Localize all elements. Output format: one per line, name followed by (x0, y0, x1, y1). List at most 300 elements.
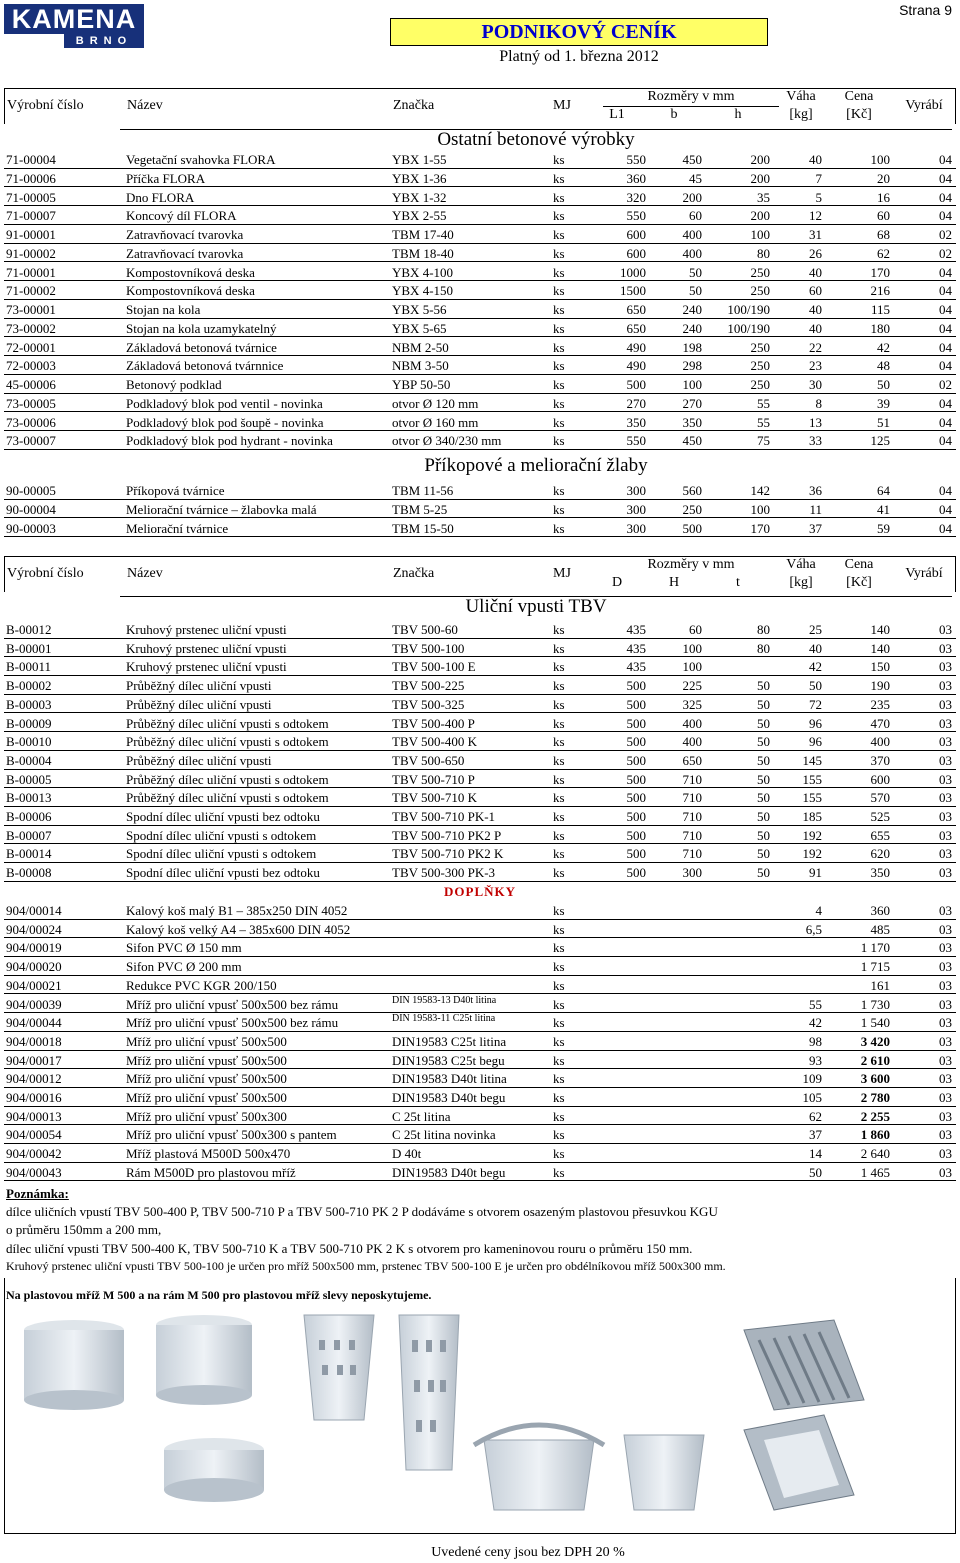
cell-code: 73-00007 (6, 433, 56, 449)
cell-mk: 04 (939, 264, 952, 280)
cell-d2: 240 (682, 320, 702, 336)
cell-name: Spodní dílec uliční vpusti s odtokem (126, 827, 317, 843)
cell-d1: 500 (626, 734, 646, 750)
cell-pr: 400 (870, 734, 890, 750)
cell-mj: ks (553, 302, 565, 317)
cell-mj: ks (553, 1164, 565, 1180)
cell-wt: 40 (809, 320, 822, 336)
cell-name: Mříž plastová M500D 500x470 (126, 1146, 291, 1162)
cell-pr: 115 (870, 302, 890, 317)
cell-code: 904/00042 (6, 1146, 62, 1162)
table-row (4, 1144, 956, 1163)
cell-mark: TBM 11-56 (392, 483, 454, 498)
cell-wt: 105 (802, 1090, 822, 1105)
cell-d1: 500 (626, 865, 646, 881)
cell-d2: 450 (682, 433, 702, 449)
cell-mark: TBM 5-25 (392, 501, 448, 517)
cell-d2: 325 (682, 696, 702, 712)
cell-mj: ks (553, 264, 565, 280)
cell-mj: ks (553, 827, 565, 843)
cell-wt: 50 (809, 1164, 822, 1180)
logo-city: BRNO (64, 34, 144, 48)
cell-d2: 45 (689, 170, 702, 186)
cell-code: 90-00005 (6, 483, 56, 498)
cell-pr: 1 730 (860, 996, 890, 1012)
cell-pr: 216 (870, 283, 890, 299)
cell-d3: 80 (757, 622, 770, 637)
table-row (4, 901, 956, 920)
cell-wt: 42 (809, 659, 822, 675)
cell-mj: ks (553, 865, 565, 881)
cell-mark: TBV 500-225 (392, 678, 465, 694)
cell-mk: 03 (939, 921, 952, 937)
cell-pr: 41 (877, 501, 890, 517)
cell-code: 71-00001 (6, 264, 56, 280)
cell-d3: 55 (757, 414, 770, 430)
cell-pr: 235 (870, 696, 890, 712)
cell-pr: 140 (870, 622, 890, 637)
cell-mk: 03 (939, 640, 952, 656)
cell-mj: ks (553, 501, 565, 517)
cell-mark: TBM 18-40 (392, 245, 454, 261)
cell-d2: 298 (682, 358, 702, 374)
cell-mk: 04 (939, 414, 952, 430)
table-row (4, 657, 956, 676)
cell-wt: 13 (809, 414, 822, 430)
cell-code: B-00011 (6, 659, 52, 675)
cell-wt: 91 (809, 865, 822, 881)
cell-d2: 710 (682, 846, 702, 862)
cell-wt: 192 (802, 827, 822, 843)
cell-pr: 470 (870, 715, 890, 731)
cell-mark: TBV 500-300 PK-3 (392, 865, 496, 881)
cell-mj: ks (553, 433, 565, 449)
cell-mk: 03 (939, 1090, 952, 1105)
cell-mk: 04 (939, 483, 952, 498)
cell-mk: 04 (939, 358, 952, 374)
cell-mj: ks (553, 752, 565, 768)
cell-mj: ks (553, 903, 565, 918)
cell-pr: 2 255 (860, 1108, 890, 1124)
cell-pr: 3 420 (860, 1033, 890, 1049)
cell-name: Zatravňovací tvarovka (126, 245, 244, 261)
cell-code: B-00010 (6, 734, 52, 750)
section-title: Uliční vpusti TBV (120, 596, 952, 617)
cell-mk: 04 (939, 433, 952, 449)
table-row (4, 863, 956, 882)
cell-mark: DIN19583 D40t begu (392, 1164, 506, 1180)
table-row (4, 957, 956, 976)
cell-code: B-00001 (6, 640, 52, 656)
cell-name: Podkladový blok pod šoupě - novinka (126, 414, 324, 430)
cell-name: Mříž pro uliční vpusť 500x300 s pantem (126, 1127, 337, 1143)
cell-wt: 72 (809, 696, 822, 712)
cell-code: B-00012 (6, 622, 52, 637)
cell-mark: TBV 500-325 (392, 696, 465, 712)
cell-d3: 200 (750, 208, 770, 224)
cell-mj: ks (553, 395, 565, 411)
cell-wt: 31 (809, 227, 822, 242)
cell-wt: 36 (809, 483, 822, 498)
cell-wt: 5 (815, 189, 822, 205)
cell-wt: 145 (802, 752, 822, 768)
cell-mk: 03 (939, 865, 952, 881)
cell-d3: 170 (750, 520, 770, 536)
cell-d2: 400 (682, 227, 702, 242)
table-row (4, 500, 956, 519)
cell-mark: TBV 500-710 PK2 K (392, 846, 504, 862)
cell-mj: ks (553, 996, 565, 1012)
cell-code: B-00007 (6, 827, 52, 843)
cell-mj: ks (553, 320, 565, 336)
table-row (4, 695, 956, 714)
cell-code: B-00002 (6, 678, 52, 694)
cell-wt: 8 (815, 395, 822, 411)
cell-d1: 1500 (620, 283, 646, 299)
note-bold: Na plastovou mříž M 500 a na rám M 500 pro plastovou mříž slevy neposkytujeme. (6, 1288, 432, 1302)
cell-d2: 200 (682, 189, 702, 205)
cell-wt: 11 (809, 501, 822, 517)
cell-mk: 03 (939, 734, 952, 750)
cell-wt: 37 (809, 520, 822, 536)
cell-d3: 50 (757, 790, 770, 806)
cell-mj: ks (553, 245, 565, 261)
cell-mark: YBX 1-36 (392, 170, 447, 186)
col-weight-unit: [kg] (789, 107, 813, 122)
cell-name: Spodní dílec uliční vpusti bez odtoku (126, 809, 320, 824)
cell-wt: 62 (809, 1108, 822, 1124)
cell-wt: 50 (809, 678, 822, 694)
cell-d2: 400 (682, 715, 702, 731)
col-weight: Váha (786, 89, 816, 104)
cell-mark: TBV 500-710 PK-1 (392, 809, 496, 824)
cell-d2: 50 (689, 264, 702, 280)
cell-d3: 250 (750, 339, 770, 355)
cell-d1: 500 (626, 827, 646, 843)
table-row (4, 375, 956, 394)
cell-name: Kalový koš velký A4 – 385x600 DIN 4052 (126, 921, 351, 937)
cell-d3: 200 (750, 170, 770, 186)
cell-mj: ks (553, 1127, 565, 1143)
cell-wt: 42 (809, 1015, 822, 1031)
cell-mk: 03 (939, 846, 952, 862)
cell-mk: 03 (939, 771, 952, 787)
cell-wt: 96 (809, 734, 822, 750)
cell-mk: 04 (939, 283, 952, 299)
cell-code: 904/00012 (6, 1071, 62, 1087)
cell-mj: ks (553, 790, 565, 806)
cell-mark: DIN19583 C25t litina (392, 1033, 507, 1049)
cell-mj: ks (553, 1033, 565, 1049)
cell-wt: 33 (809, 433, 822, 449)
cell-name: Příkopová tvárnice (126, 483, 225, 498)
cell-mark: otvor Ø 120 mm (392, 395, 479, 411)
cell-mark: YBX 4-150 (392, 283, 454, 299)
cell-d1: 500 (626, 715, 646, 731)
cell-mj: ks (553, 846, 565, 862)
cell-name: Spodní dílec uliční vpusti s odtokem (126, 846, 317, 862)
cell-pr: 51 (877, 414, 890, 430)
cell-code: 90-00004 (6, 501, 56, 517)
cell-d2: 100 (682, 377, 702, 392)
table-row (4, 1013, 956, 1032)
cell-name: Dno FLORA (126, 189, 195, 205)
cell-mj: ks (553, 483, 565, 498)
cell-d1: 490 (626, 358, 646, 374)
col-d2: H (668, 575, 680, 590)
cell-code: 73-00005 (6, 395, 56, 411)
image-frame (4, 1278, 956, 1534)
cell-code: 73-00001 (6, 302, 56, 317)
validity-date: Platný od 1. března 2012 (499, 48, 659, 65)
cell-mark: DIN19583 D40t litina (392, 1071, 507, 1087)
cell-d1: 500 (626, 790, 646, 806)
cell-mj: ks (553, 377, 565, 392)
cell-code: 904/00043 (6, 1164, 62, 1180)
cell-code: 904/00016 (6, 1090, 62, 1105)
cell-mj: ks (553, 227, 565, 242)
cell-code: 904/00017 (6, 1052, 62, 1068)
cell-name: Kruhový prstenec uliční vpusti (126, 622, 287, 637)
cell-name: Kompostovníková deska (126, 283, 255, 299)
cell-mk: 04 (939, 189, 952, 205)
cell-pr: 140 (870, 640, 890, 656)
cell-mj: ks (553, 358, 565, 374)
cell-d2: 710 (682, 790, 702, 806)
kamena-logo (4, 4, 144, 48)
cell-mk: 03 (939, 827, 952, 843)
note-line: o průměru 150mm a 200 mm, (6, 1222, 162, 1237)
footer-note: Uvedené ceny jsou bez DPH 20 % (431, 1545, 625, 1560)
col-d3: h (734, 107, 742, 122)
cell-mj: ks (553, 678, 565, 694)
cell-code: 71-00007 (6, 208, 56, 224)
cell-wt: 40 (809, 302, 822, 317)
cell-wt: 6,5 (805, 921, 822, 937)
cell-mk: 04 (939, 501, 952, 517)
cell-mj: ks (553, 940, 565, 956)
cell-pr: 161 (870, 977, 890, 993)
cell-pr: 180 (870, 320, 890, 336)
table-row (4, 807, 956, 826)
cell-code: 904/00018 (6, 1033, 62, 1049)
cell-name: Mříž pro uliční vpusť 500x500 (126, 1071, 287, 1087)
table-row (4, 620, 956, 639)
cell-mark: C 25t litina novinka (392, 1127, 496, 1143)
cell-wt: 25 (809, 622, 822, 637)
cell-mk: 04 (939, 152, 952, 167)
cell-mark: TBV 500-400 P (392, 715, 475, 731)
cell-name: Mříž pro uliční vpusť 500x500 (126, 1052, 287, 1068)
cell-mark: TBV 500-400 K (392, 734, 477, 750)
cell-mark: NBM 2-50 (392, 339, 449, 355)
cell-name: Průběžný dílec uliční vpusti s odtokem (126, 715, 329, 731)
cell-mk: 03 (939, 1164, 952, 1180)
cell-mj: ks (553, 1015, 565, 1031)
cell-d2: 60 (689, 208, 702, 224)
cell-pr: 1 170 (860, 940, 890, 956)
table-row (4, 338, 956, 357)
cell-code: 904/00020 (6, 959, 62, 975)
cell-mk: 03 (939, 940, 952, 956)
table-row (4, 751, 956, 770)
cell-wt: 26 (809, 245, 822, 261)
note-line: dílce uličních vpustí TBV 500-400 P, TBV 500-710 P a TBV 500-710 PK 2 P dodáváme s otvorem osazeným plastovou přesuvkou KGU (6, 1204, 718, 1219)
cell-code: B-00006 (6, 809, 52, 824)
cell-wt: 98 (809, 1033, 822, 1049)
table-row (4, 244, 956, 263)
col-price: Cena (844, 89, 874, 104)
cell-mj: ks (553, 152, 565, 167)
cell-code: 904/00054 (6, 1127, 62, 1143)
cell-mark: TBM 15-50 (392, 520, 454, 536)
cell-mk: 03 (939, 977, 952, 993)
cell-code: 91-00001 (6, 227, 56, 242)
col-d3: t (736, 575, 740, 590)
col-mj: MJ (553, 566, 571, 581)
cell-mj: ks (553, 959, 565, 975)
table-row (4, 225, 956, 244)
cell-code: 45-00006 (6, 377, 56, 392)
cell-d1: 550 (626, 152, 646, 167)
cell-d3: 80 (757, 640, 770, 656)
cell-name: Podkladový blok pod hydrant - novinka (126, 433, 333, 449)
cell-d1: 500 (626, 696, 646, 712)
cell-pr: 50 (877, 377, 890, 392)
table-row (4, 826, 956, 845)
table-row (4, 394, 956, 413)
cell-pr: 600 (870, 771, 890, 787)
cell-d1: 350 (626, 414, 646, 430)
cell-mk: 03 (939, 696, 952, 712)
cell-d3: 50 (757, 827, 770, 843)
cell-mk: 03 (939, 903, 952, 918)
cell-mk: 03 (939, 996, 952, 1012)
table-row (4, 1032, 956, 1051)
cell-mk: 03 (939, 1052, 952, 1068)
cell-d3: 50 (757, 678, 770, 694)
cell-pr: 59 (877, 520, 890, 536)
cell-d2: 250 (682, 501, 702, 517)
cell-d3: 50 (757, 696, 770, 712)
cell-pr: 485 (870, 921, 890, 937)
cell-wt: 22 (809, 339, 822, 355)
cell-name: Sifon PVC Ø 200 mm (126, 959, 242, 975)
cell-mk: 04 (939, 520, 952, 536)
cell-mark: TBV 500-710 P (392, 771, 475, 787)
col-code: Výrobní číslo (7, 566, 84, 581)
cell-d1: 550 (626, 433, 646, 449)
cell-code: 73-00006 (6, 414, 56, 430)
cell-pr: 48 (877, 358, 890, 374)
cell-code: 71-00006 (6, 170, 56, 186)
cell-d3: 80 (757, 245, 770, 261)
cell-d2: 500 (682, 520, 702, 536)
cell-name: Základová betonová tvárnnice (126, 358, 284, 374)
cell-d3: 50 (757, 752, 770, 768)
cell-name: Mříž pro uliční vpusť 500x500 bez rámu (126, 1015, 339, 1031)
cell-pr: 2 780 (860, 1090, 890, 1105)
cell-d1: 300 (626, 520, 646, 536)
cell-mark: TBV 500-710 K (392, 790, 477, 806)
cell-name: Meliorační tvárnice – žlabovka malá (126, 501, 317, 517)
cell-d2: 710 (682, 771, 702, 787)
cell-mj: ks (553, 1146, 565, 1162)
cell-d2: 198 (682, 339, 702, 355)
cell-mj: ks (553, 414, 565, 430)
cell-d2: 225 (682, 678, 702, 694)
cell-mk: 03 (939, 1146, 952, 1162)
cell-d3: 250 (750, 264, 770, 280)
cell-d2: 270 (682, 395, 702, 411)
cell-name: Průběžný dílec uliční vpusti (126, 752, 272, 768)
cell-d1: 270 (626, 395, 646, 411)
cell-wt: 192 (802, 846, 822, 862)
cell-mj: ks (553, 520, 565, 536)
cell-d2: 100 (682, 659, 702, 675)
cell-d1: 600 (626, 227, 646, 242)
cell-d2: 240 (682, 302, 702, 317)
cell-mj: ks (553, 809, 565, 824)
cell-pr: 620 (870, 846, 890, 862)
cell-name: Stojan na kola (126, 302, 201, 317)
cell-name: Kruhový prstenec uliční vpusti (126, 659, 287, 675)
note-line: dílec uliční vpusti TBV 500-400 K, TBV 500-710 K a TBV 500-710 PK 2 K s otvorem pro kameninovou rouru o průměru 150 mm. (6, 1241, 693, 1256)
cell-mk: 04 (939, 320, 952, 336)
cell-mj: ks (553, 1090, 565, 1105)
cell-name: Vegetační svahovka FLORA (126, 152, 276, 167)
cell-mark: DIN19583 C25t begu (392, 1052, 505, 1068)
table-row (4, 1125, 956, 1144)
cell-d3: 50 (757, 771, 770, 787)
cell-name: Podkladový blok pod ventil - novinka (126, 395, 323, 411)
cell-d3: 142 (750, 483, 770, 498)
cell-code: 91-00002 (6, 245, 56, 261)
cell-mk: 03 (939, 678, 952, 694)
cell-d2: 300 (682, 865, 702, 881)
cell-pr: 2 610 (860, 1052, 890, 1068)
cell-pr: 68 (877, 227, 890, 242)
cell-mk: 03 (939, 1127, 952, 1143)
cell-mk: 03 (939, 790, 952, 806)
cell-mk: 04 (939, 339, 952, 355)
cell-code: 904/00039 (6, 996, 62, 1012)
col-dims: Rozměry v mm (647, 89, 735, 104)
cell-code: B-00005 (6, 771, 52, 787)
cell-d1: 360 (626, 170, 646, 186)
cell-mk: 03 (939, 1108, 952, 1124)
note-line: Kruhový prstenec uliční vpusti TBV 500-100 je určen pro mříž 500x500 mm, prstenec TBV 500-100 E je určen pro obdélníkovou mříž 500x300 mm. (6, 1259, 726, 1273)
cell-mark: otvor Ø 340/230 mm (392, 433, 502, 449)
table-row (4, 676, 956, 695)
cell-d3: 50 (757, 846, 770, 862)
table-row (4, 1163, 956, 1182)
cell-wt: 93 (809, 1052, 822, 1068)
cell-d1: 435 (626, 640, 646, 656)
cell-d1: 1000 (620, 264, 646, 280)
cell-name: Příčka FLORA (126, 170, 206, 186)
cell-d1: 500 (626, 752, 646, 768)
cell-wt: 14 (809, 1146, 822, 1162)
note-title: Poznámka: (6, 1186, 69, 1201)
cell-mark: YBX 4-100 (392, 264, 454, 280)
cell-code: 71-00004 (6, 152, 56, 167)
cell-d3: 250 (750, 377, 770, 392)
col-price-unit: [Kč] (846, 575, 872, 590)
table2-header (4, 556, 956, 592)
cell-pr: 370 (870, 752, 890, 768)
cell-code: 904/00019 (6, 940, 62, 956)
